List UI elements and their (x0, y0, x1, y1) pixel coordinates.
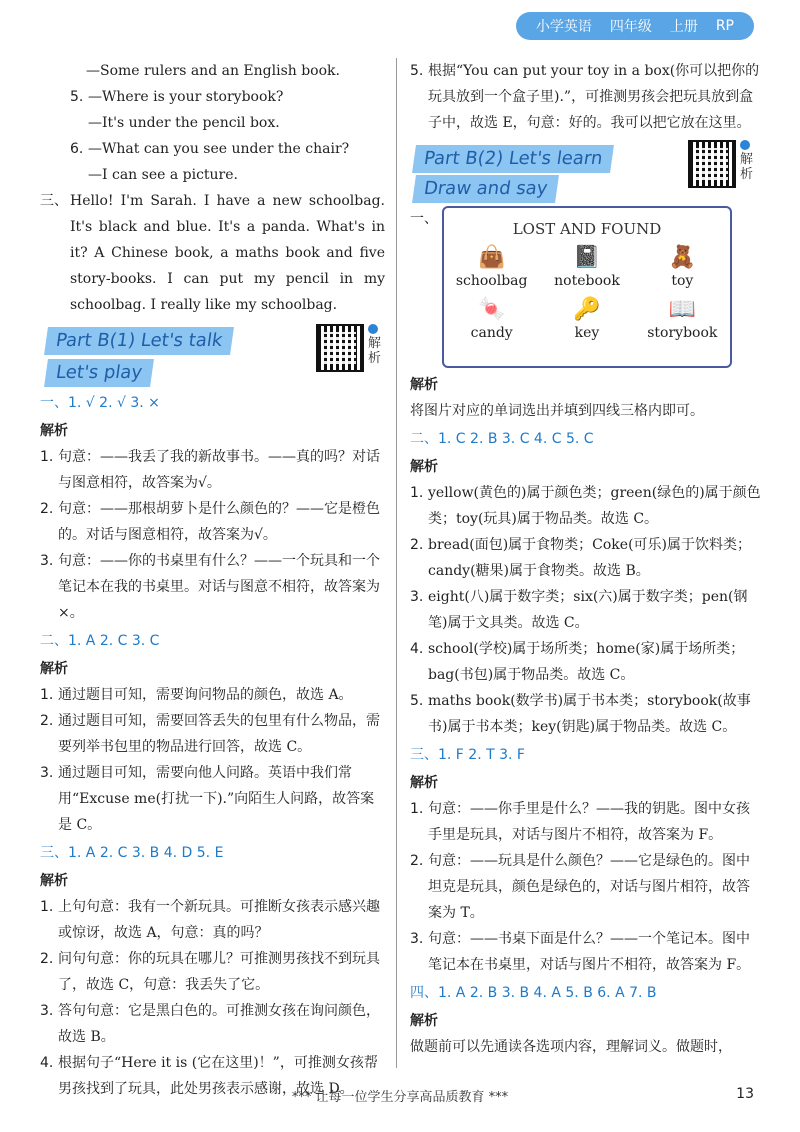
list-item: 4. school(学校)属于场所类；home(家)属于场所类；bag(书包)属于物品类。故选 C。 (410, 641, 745, 683)
list-item: 5. 根据“You can put your toy in a box(你可以把你的玩具放到一个盒子里).”，可推测男孩会把玩具放到盒子中，故选 E，句意：好的。我可以把它放在这里。 (410, 63, 760, 131)
toy-icon: 🧸 (668, 245, 697, 270)
qr-code[interactable] (316, 324, 364, 372)
analysis-heading: 解析 (410, 377, 438, 393)
dialogue-line: —It's under the pencil box. (88, 115, 280, 131)
lost-item: 📓 notebook (554, 245, 620, 289)
list-item: 2. 通过题目可知，需要回答丢失的包里有什么物品，需要列举书包里的物品进行回答，故选 C。 (40, 713, 380, 755)
part-title: Part B(1) Let's talk (44, 327, 234, 355)
analysis-heading: 解析 (410, 775, 438, 791)
qr-code[interactable] (688, 140, 736, 188)
header-subject: 小学英语 (535, 19, 592, 35)
play-icon (368, 324, 378, 334)
section-answers: 二、1. C 2. B 3. C 4. C 5. C (410, 431, 594, 447)
footer-slogan: *** 让每一位学生分享高品质教育 *** (291, 1090, 509, 1105)
section-answers: 二、1. A 2. C 3. C (40, 633, 160, 649)
column-divider (396, 58, 397, 1068)
lost-item: 🧸 toy (668, 245, 697, 289)
part-subtitle: Let's play (44, 359, 154, 387)
candy-icon: 🍬 (477, 297, 506, 322)
analysis-heading: 解析 (410, 459, 438, 475)
schoolbag-icon: 👜 (477, 245, 506, 270)
notebook-icon: 📓 (573, 245, 601, 270)
play-icon (740, 140, 750, 150)
section-answers: 四、1. A 2. B 3. B 4. A 5. B 6. A 7. B (410, 985, 657, 1001)
list-item: 3. 句意：——书桌下面是什么？——一个笔记本。图中笔记本在书桌里，对话与图片不相符，故答案为 F。 (410, 931, 751, 973)
list-item: 2. 句意：——玩具是什么颜色？——它是绿色的。图中坦克是玩具，颜色是绿色的，对话与图片相符，故答案为 T。 (410, 853, 750, 921)
list-item: 1. 通过题目可知，需要询问物品的颜色，故选 A。 (40, 687, 353, 703)
list-item: 1. yellow(黄色的)属于颜色类；green(绿色的)属于颜色类；toy(玩具)属于物品类。故选 C。 (410, 485, 761, 527)
section-answers: 三、1. F 2. T 3. F (410, 747, 525, 763)
dialogue-item: 6. —What can you see under the chair? (70, 141, 350, 157)
key-icon: 🔑 (573, 297, 601, 322)
part-b2-header (410, 136, 762, 206)
analysis-heading: 解析 (40, 873, 68, 889)
list-item: 4. 根据句子“Here it is (它在这里)！”，可推测女孩帮男孩找到了玩具，此处男孩表示感谢，故选 D。 (40, 1055, 378, 1097)
analysis-text: 将图片对应的单词选出并填到四线三格内即可。 (410, 403, 704, 419)
list-item: 5. maths book(数学书)属于书本类；storybook(故事书)属于书本类；key(钥匙)属于物品类。故选 C。 (410, 693, 751, 735)
lost-item: 📖 storybook (647, 297, 718, 341)
analysis-heading: 解析 (410, 1013, 438, 1029)
list-item: 1. 上句句意：我有一个新玩具。可推断女孩表示感兴趣或惊讶，故选 A，句意：真的吗？ (40, 899, 380, 941)
dialogue-item: 5. —Where is your storybook? (70, 89, 284, 105)
analysis-heading: 解析 (40, 423, 68, 439)
lost-and-found-box (442, 206, 732, 368)
right-column (410, 58, 762, 1060)
lost-item: 👜 schoolbag (455, 245, 528, 289)
storybook-icon: 📖 (668, 297, 697, 322)
part-subtitle: Draw and say (412, 175, 559, 203)
section-answers: 三、1. A 2. C 3. B 4. D 5. E (40, 845, 224, 861)
header-grade: 四年级 (609, 19, 652, 35)
list-item: 1. 句意：——我丢了我的新故事书。——真的吗？对话与图意相符，故答案为√。 (40, 449, 380, 491)
list-item: 2. 问句句意：你的玩具在哪儿？可推测男孩找不到玩具了，故选 C，句意：我丢失了它。 (40, 951, 380, 993)
lost-item: 🍬 candy (470, 297, 513, 341)
part-b1-header (40, 318, 385, 388)
part-title: Part B(2) Let's learn (412, 145, 614, 173)
jiexi-tag: 解析 (740, 140, 756, 182)
section-number: 一、 (410, 211, 438, 227)
lost-item: 🔑 key (573, 297, 601, 341)
section-answers: 一、1. √ 2. √ 3. × (40, 395, 160, 411)
list-item: 3. eight(八)属于数字类；six(六)属于数字类；pen(钢笔)属于文具类。故选 C。 (410, 589, 748, 631)
left-column (40, 58, 385, 1102)
list-item: 1. 句意：——你手里是什么？——我的钥匙。图中女孩手里是玩具，对话与图片不相符，故答案为 F。 (410, 801, 750, 843)
list-item: 3. 答句句意：它是黑白色的。可推测女孩在询问颜色，故选 B。 (40, 1003, 380, 1045)
analysis-text: 做题前可以先通读各选项内容，理解词义。做题时， (410, 1039, 732, 1055)
jiexi-tag: 解析 (368, 324, 384, 366)
list-item: 3. 通过题目可知，需要向他人问路。英语中我们常用“Excuse me(打扰一下).”向陌生人问路，故答案是 C。 (40, 765, 375, 833)
answer-line: —Some rulers and an English book. (86, 63, 340, 79)
passage: 三、 Hello! I'm Sarah. I have a new schoolbag. It's black and blue. It's a panda. What's in it? A Chinese book, a maths book and five story-books. I can put my pencil in my schoolbag. I really like my schoolbag. (40, 193, 385, 313)
list-item: 2. 句意：——那根胡萝卜是什么颜色的？——它是橙色的。对话与图意相符，故答案为√。 (40, 501, 380, 543)
header-volume: 上册 (669, 19, 698, 35)
book-header (516, 12, 754, 40)
header-edition: RP (715, 18, 734, 34)
lost-found-title: LOST AND FOUND (512, 220, 662, 238)
lost-found-section (410, 206, 762, 368)
lost-found-grid (444, 244, 730, 342)
dialogue-line: —I can see a picture. (88, 167, 238, 183)
list-item: 2. bread(面包)属于食物类；Coke(可乐)属于饮料类；candy(糖果)属于食物类。故选 B。 (410, 537, 752, 579)
list-item: 3. 句意：——你的书桌里有什么？——一个玩具和一个笔记本在我的书桌里。对话与图意不相符，故答案为×。 (40, 553, 380, 621)
analysis-heading: 解析 (40, 661, 68, 677)
page-number: 13 (736, 1086, 754, 1102)
